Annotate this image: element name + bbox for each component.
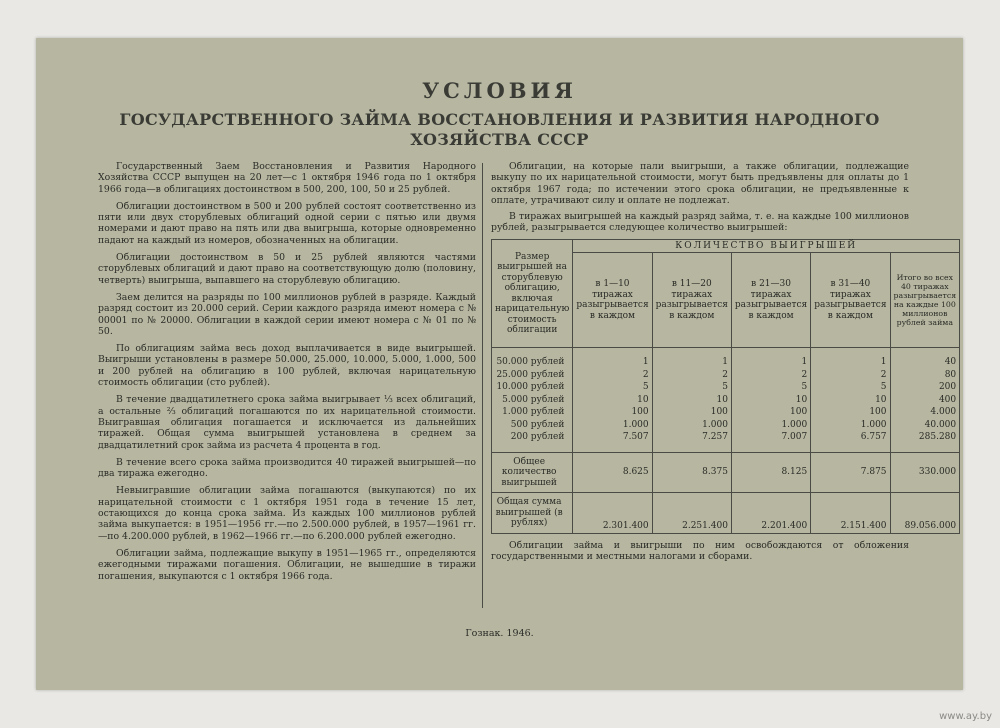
cell: 8.375 [652, 452, 731, 493]
period-header: в 11—20 тиражах разыгрывается в каждом [652, 253, 731, 348]
tax-exemption-note: Облигации займа и выигрыши по ним освобождаются от обложения государственными и местными налогами и сборами. [491, 539, 909, 563]
cell: 7.875 [811, 452, 890, 493]
cell: 10 [731, 394, 810, 407]
cell: 2 [573, 369, 652, 382]
cell: 5 [573, 381, 652, 394]
cell: 100 [652, 406, 731, 419]
total-count-label: Общее количество выигрышей [492, 452, 573, 493]
cell: 200 [890, 381, 960, 394]
table-row [492, 394, 960, 407]
cell: 5 [652, 381, 731, 394]
prize-size-cell: 50.000 рублей [492, 348, 573, 369]
cell: 330.000 [890, 452, 960, 493]
cell: 1.000 [731, 419, 810, 432]
cell: 1 [811, 348, 890, 369]
cell: 1.000 [652, 419, 731, 432]
cell: 400 [890, 394, 960, 407]
group-header: КОЛИЧЕСТВО ВЫИГРЫШЕЙ [573, 239, 960, 253]
period-header: в 1—10 тиражах разыгрывается в каждом [573, 253, 652, 348]
paragraph: Государственный Заем Восстановления и Развития Народного Хозяйства СССР выпущен на 20 лет—с 1 октября 1946 года по 1 октября 1966 года—в облигациях достоинством в 500, 200, 100, 50 и 25 рублей. [98, 161, 476, 195]
cell: 2 [731, 369, 810, 382]
document-sheet [36, 38, 963, 690]
cell: 1.000 [811, 419, 890, 432]
cell: 10 [652, 394, 731, 407]
cell: 7.257 [652, 431, 731, 452]
cell: 2.251.400 [652, 493, 731, 534]
prize-size-cell: 500 рублей [492, 419, 573, 432]
cell: 80 [890, 369, 960, 382]
table-row [492, 431, 960, 452]
paragraph: В течение двадцатилетнего срока займа выигрывает ⅓ всех облигаций, а остальные ⅔ облигаций погашаются по их нарицательной стоимости. Выигравшая облигация погашается и исключается из дальнейших тиражей. Общая сумма выигрышей установлена в среднем за двадцатилетний срок займа из расчета 4 процента в год. [98, 394, 476, 451]
paragraph: Облигации достоинством в 500 и 200 рублей состоят соответственно из пяти или двух сторублевых облигаций одной серии с пятью или двумя номерами и дают право на пять или два выигрыша, которые одновременно падают на каждый из номеров, обозначенных на облигации. [98, 200, 476, 246]
cell: 5 [731, 381, 810, 394]
period-header: в 31—40 тиражах разыгрывается в каждом [811, 253, 890, 348]
table-row [492, 406, 960, 419]
paragraph: Облигации достоинством в 50 и 25 рублей являются частями сторублевых облигаций и дают право на соответствующую долю (половину, четверть) выигрыша, выпавшего на сторублевую облигацию. [98, 252, 476, 286]
total-sum-label: Общая сумма выигрышей (в рублях) [492, 493, 573, 534]
paragraph: Заем делится на разряды по 100 миллионов рублей в разряде. Каждый разряд состоит из 20.000 серий. Серии каждого разряда имеют номера с № 00001 по № 20000. Облигации в каждой серии имеют номера с № 01 по № 50. [98, 291, 476, 337]
cell: 1 [652, 348, 731, 369]
cell: 7.507 [573, 431, 652, 452]
cell: 2.301.400 [573, 493, 652, 534]
cell: 5 [811, 381, 890, 394]
table-row-total-count [492, 452, 960, 493]
cell: 8.125 [731, 452, 810, 493]
column-divider [482, 163, 483, 608]
cell: 1 [573, 348, 652, 369]
paragraph: В течение всего срока займа производится 40 тиражей выигрышей—по два тиража ежегодно. [98, 456, 476, 480]
prize-size-cell: 5.000 рублей [492, 394, 573, 407]
cell: 10 [811, 394, 890, 407]
paragraph: Облигации, на которые пали выигрыши, а также облигации, подлежащие выкупу по их нарицательной стоимости, могут быть предъявлены для оплаты до 1 октября 1967 года; по истечении этого срока облигации, не предъявленные к оплате, утрачивают силу и оплате не подлежат. [491, 161, 909, 206]
table-row-total-sum [492, 493, 960, 534]
subtitle-line-1: ГОСУДАРСТВЕННОГО ЗАЙМА ВОССТАНОВЛЕНИЯ И РАЗВИТИЯ НАРОДНОГО [119, 110, 880, 129]
site-watermark: www.ay.by [939, 711, 992, 722]
table-row [492, 369, 960, 382]
cell: 40.000 [890, 419, 960, 432]
cell: 100 [573, 406, 652, 419]
paragraph: Невыигравшие облигации займа погашаются (выкупаются) по их нарицательной стоимости с 1 октября 1951 года в течение 15 лет, остающихся до конца срока займа. Из каждых 100 миллионов рублей займа выкупается: в 1951—1956 гг.—по 2.500.000 рублей, в 1957—1961 гг.—по 4.200.000 рублей, в 1962—1966 гг.—по 6.200.000 рублей ежегодно. [98, 485, 476, 542]
cell: 10 [573, 394, 652, 407]
cell: 2.201.400 [731, 493, 810, 534]
prize-size-cell: 10.000 рублей [492, 381, 573, 394]
cell: 2.151.400 [811, 493, 890, 534]
cell: 100 [731, 406, 810, 419]
left-column [98, 161, 476, 588]
table-row [492, 381, 960, 394]
table-row [492, 419, 960, 432]
prize-size-cell: 1.000 рублей [492, 406, 573, 419]
size-column-header: Размер выигрышей на сторублевую облигацию, включая нарицательную стоимость облигации [492, 239, 573, 348]
paragraph: В тиражах выигрышей на каждый разряд займа, т. е. на каждые 100 миллионов рублей, разыгрывается следующее количество выигрышей: [491, 211, 909, 234]
table-body [492, 348, 960, 453]
cell: 2 [811, 369, 890, 382]
paragraph: По облигациям займа весь доход выплачивается в виде выигрышей. Выигрыши установлены в размере 50.000, 25.000, 10.000, 5.000, 1.000, 500 и 200 рублей на облигацию в 100 рублей, включая нарицательную стоимость облигации (сто рублей). [98, 343, 476, 389]
cell: 4.000 [890, 406, 960, 419]
table-header-row [492, 239, 960, 253]
prize-size-cell: 25.000 рублей [492, 369, 573, 382]
cell: 7.007 [731, 431, 810, 452]
printer-imprint: Гознак. 1946. [465, 628, 534, 639]
subtitle-line-2: ХОЗЯЙСТВА СССР [410, 130, 589, 149]
cell: 89.056.000 [890, 493, 960, 534]
cell: 1 [731, 348, 810, 369]
cell: 40 [890, 348, 960, 369]
table-row [492, 348, 960, 369]
period-header: в 21—30 тиражах разыгрывается в каждом [731, 253, 810, 348]
cell: 100 [811, 406, 890, 419]
document-title: УСЛОВИЯ [422, 78, 577, 103]
paragraph: Облигации займа, подлежащие выкупу в 1951—1965 гг., определяются ежегодными тиражами погашения. Облигации, не вышедшие в тиражи погашения, выкупаются с 1 октября 1966 года. [98, 547, 476, 582]
total-header: Итого во всех 40 тиражах разыгрывается на каждые 100 миллионов рублей займа [890, 253, 960, 348]
winnings-table [491, 239, 960, 534]
cell: 1.000 [573, 419, 652, 432]
cell: 285.280 [890, 431, 960, 452]
prize-size-cell: 200 рублей [492, 431, 573, 452]
document-subtitle [36, 110, 963, 150]
right-column [491, 161, 957, 563]
cell: 2 [652, 369, 731, 382]
cell: 8.625 [573, 452, 652, 493]
cell: 6.757 [811, 431, 890, 452]
